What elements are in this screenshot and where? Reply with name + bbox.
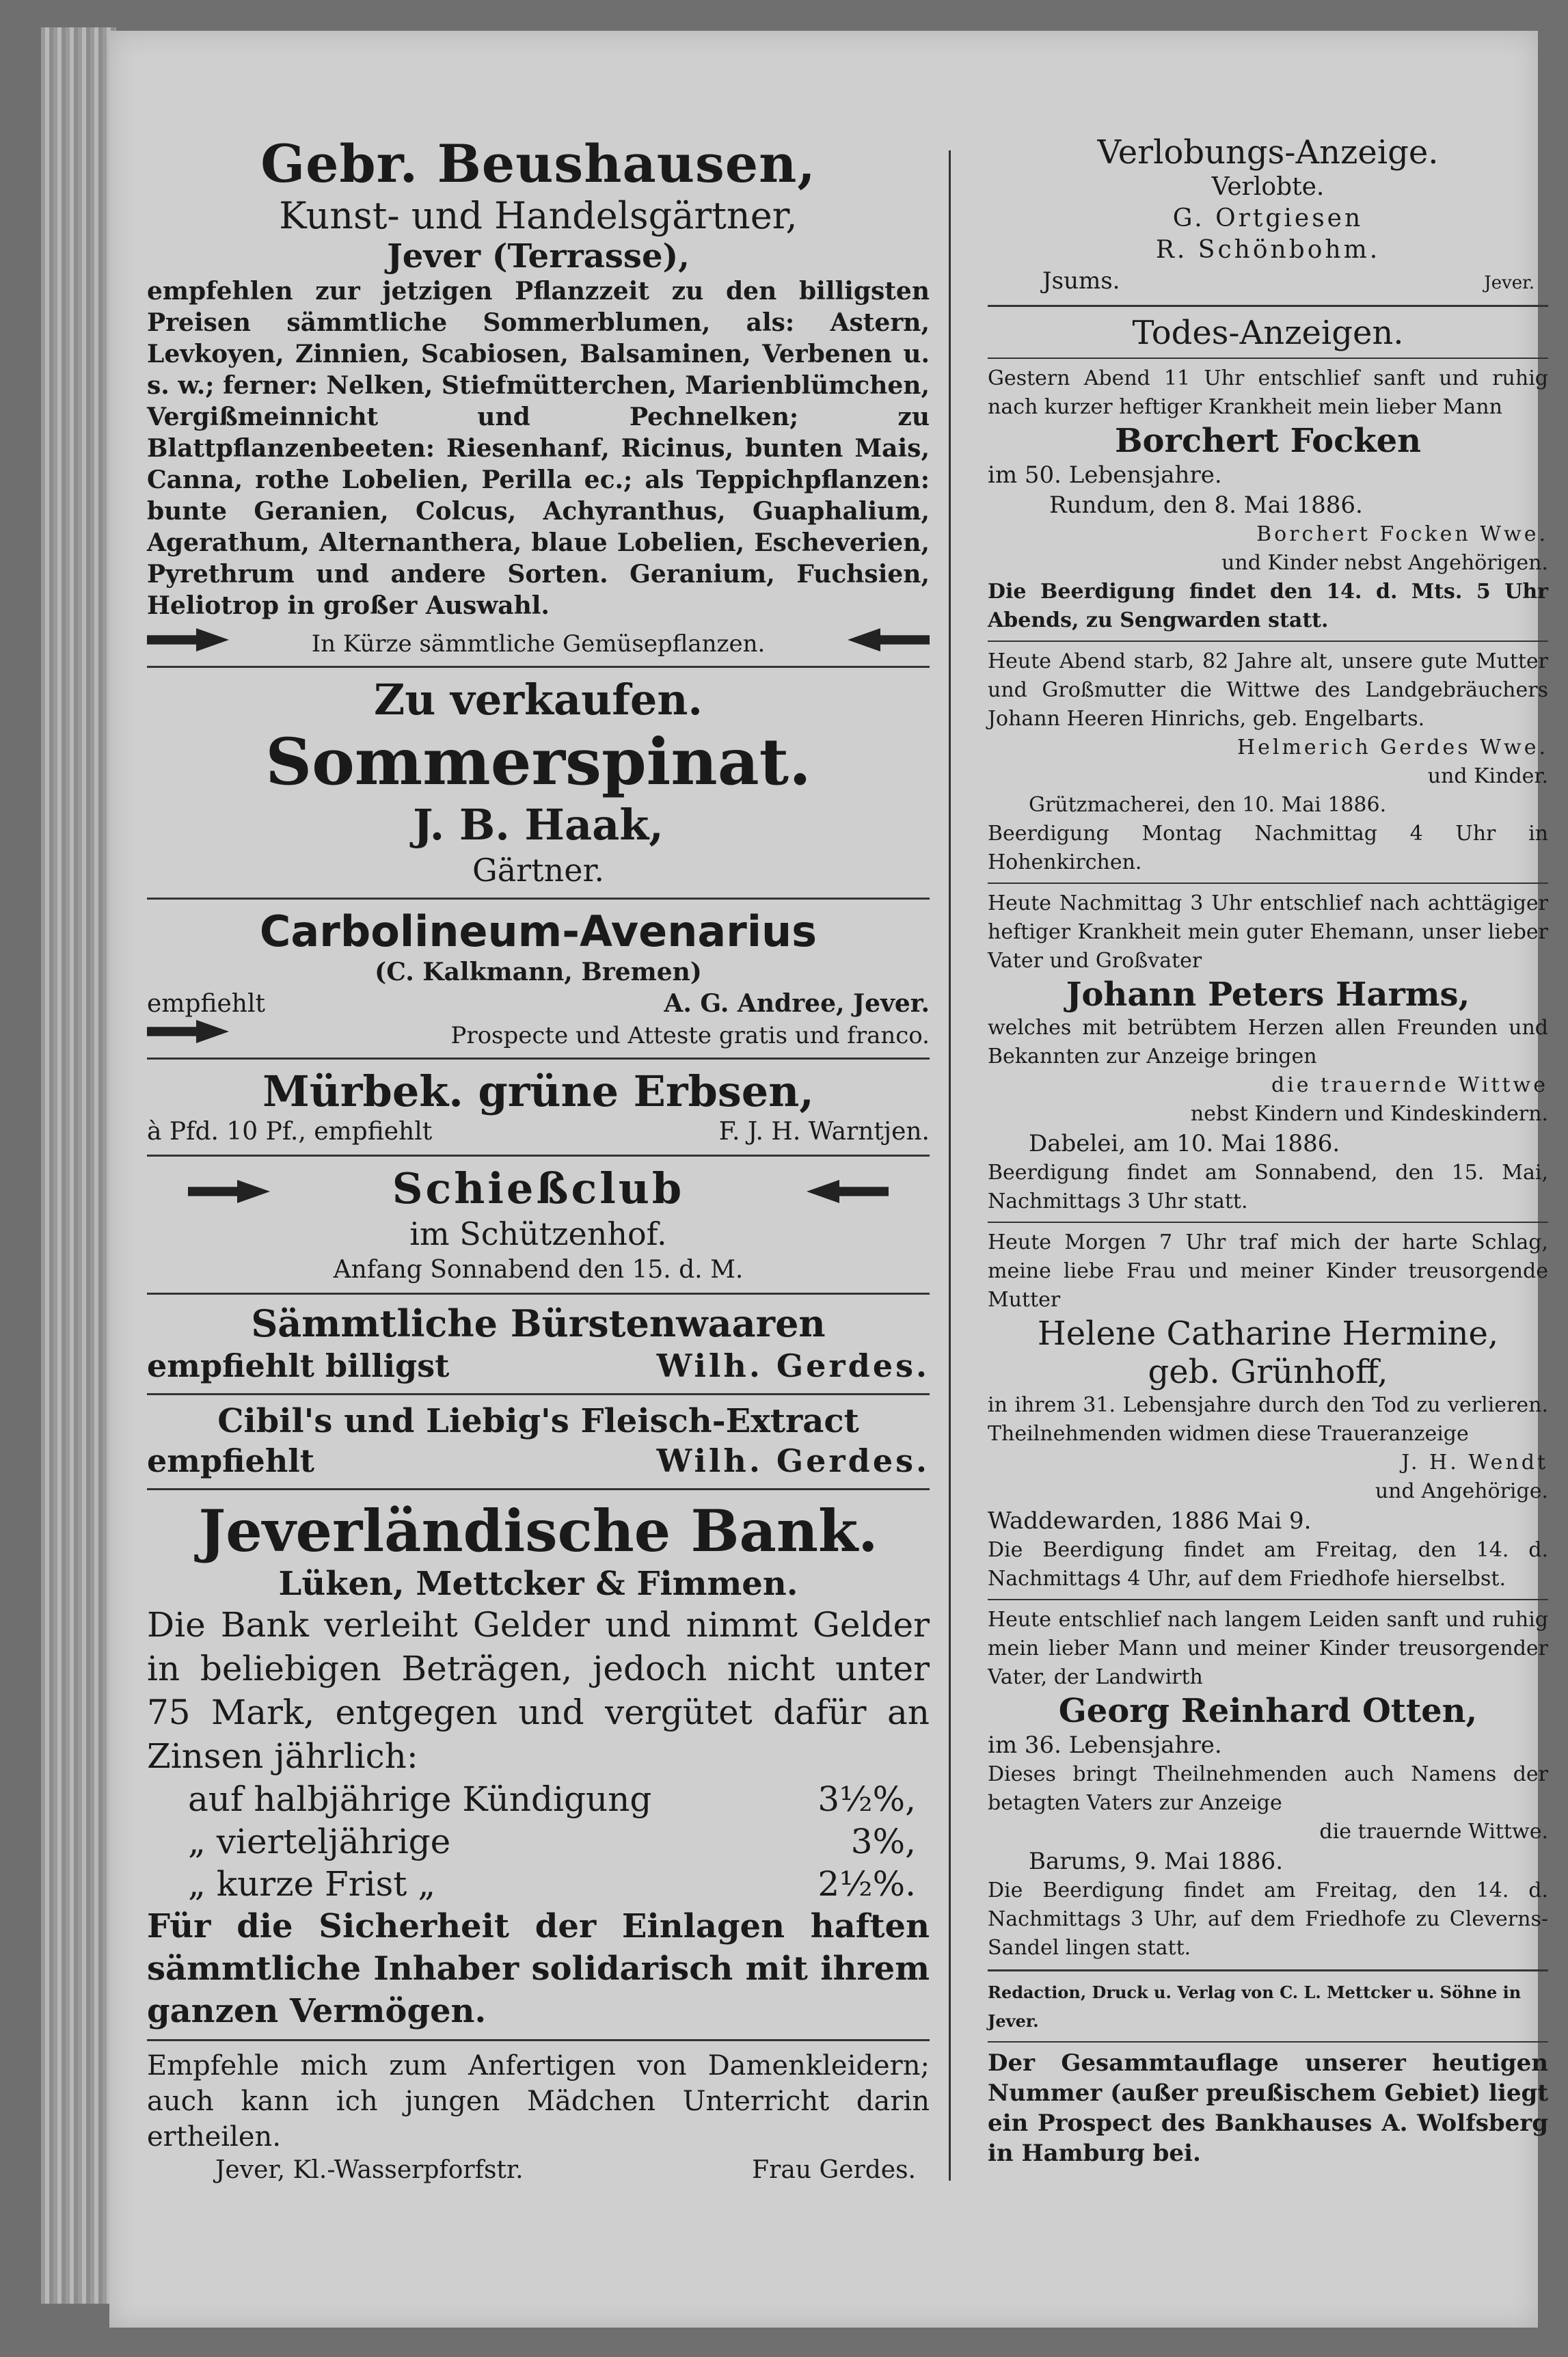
notice-right: Jever. <box>1484 273 1535 293</box>
ad-left: Jever, Kl.-Wasserpforfstr. <box>215 2156 524 2184</box>
death-notice-focken <box>988 364 1548 635</box>
divider-rule <box>988 1222 1548 1223</box>
divider-rule <box>988 641 1548 642</box>
ad-right: Frau Gerdes. <box>752 2156 916 2184</box>
ad-title: Jeverländische Bank. <box>198 1497 878 1565</box>
ad-right: A. G. Andree, Jever. <box>664 989 930 1018</box>
ad-line: Anfang Sonnabend den 15. d. M. <box>333 1256 744 1284</box>
ad-body: Die Bank verleiht Gelder und nimmt Gelder in beliebigen Beträgen, jedoch nicht unter 75 Mark, entgegen und vergütet dafür an Zinsen jährlich: <box>147 1605 930 1776</box>
divider-rule <box>147 1293 930 1295</box>
ad-row <box>147 1345 930 1386</box>
rate-row <box>147 1778 930 1820</box>
notice-sign: und Kinder. <box>1427 764 1548 788</box>
notice-line: Verlobte. <box>1211 173 1325 201</box>
pointing-hand-icon <box>188 1180 270 1203</box>
ad-sub: Lüken, Mettcker & Fimmen. <box>278 1565 798 1603</box>
notice-name: Georg Reinhard Otten, <box>1058 1692 1478 1730</box>
ad-row <box>147 1116 930 1148</box>
ad-erbsen <box>147 1066 930 1148</box>
column-divider <box>949 150 951 2181</box>
notice-sign: die trauernde Wittwe. <box>1319 1820 1548 1844</box>
rate-value: 3½%, <box>817 1779 916 1819</box>
ad-title-row <box>147 1163 930 1213</box>
notice-funeral: Die Beerdigung findet am Freitag, den 14. d. Nachmittags 4 Uhr, auf dem Friedhofe hierselbst. <box>988 1538 1548 1591</box>
notice-funeral: Beerdigung Montag Nachmittag 4 Uhr in Hohenkirchen. <box>988 822 1548 874</box>
notice-sign: Borchert Focken Wwe. <box>1256 522 1548 546</box>
rate-value: 2½%. <box>817 1864 916 1904</box>
ad-fleisch-extract <box>147 1402 930 1481</box>
pointing-hand-icon <box>807 1180 889 1203</box>
ad-schiessclub <box>147 1163 930 1286</box>
rate-row <box>147 1820 930 1863</box>
supplement-notice: Der Gesammtauflage unserer heutigen Nummer (außer preußischem Gebiet) liegt ein Prospect des Bankhauses A. Wolfsberg in Hamburg bei. <box>988 2049 1548 2167</box>
divider-rule <box>988 358 1548 359</box>
divider-rule <box>988 1969 1548 1971</box>
ad-carbolineum <box>147 906 930 1051</box>
death-notices-title: Todes-Anzeigen. <box>1132 314 1404 352</box>
death-notice-wendt <box>988 1228 1548 1593</box>
ad-line: im Schützenhof. <box>409 1215 667 1252</box>
notice-sign: die trauernde Wittwe <box>1271 1073 1548 1097</box>
ad-title: Mürbek. grüne Erbsen, <box>262 1066 814 1116</box>
death-notice-harms <box>988 889 1548 1216</box>
engagement-notice <box>988 133 1548 298</box>
notice-body: Heute Nachmittag 3 Uhr entschlief nach achttägiger heftiger Krankheit mein guter Ehemann, unser lieber Vater und Großvater <box>988 891 1548 973</box>
ad-body: empfehlen zur jetzigen Pflanzzeit zu den billigsten Preisen sämmtliche Sommerblumen, als: Astern, Levkoyen, Zinnien, Scabiosen, Balsaminen, Verbenen u. s. w.; ferner: Nelken, Stiefmütterchen, Marienblümchen, Vergißmeinnicht und Pechnelken; zu Blattpflanzenbeeten: Riesenhanf, Ricinus, bunten Mais, Canna, rothe Lobelien, Perilla ec.; als Teppichpflanzen: bunte Geranien, Colcus, Achyranthus, Guaphalium, Agerathum, Alternanthera, blaue Lobelien, Escheverien, Pyrethrum und andere Sorten. Geranium, Fuchsien, Heliotrop in großer Auswahl. <box>147 277 930 620</box>
ad-note-row <box>147 1020 930 1051</box>
ad-right: F. J. H. Warntjen. <box>718 1118 930 1146</box>
notice-line: Grützmacherei, den 10. Mai 1886. <box>1029 793 1387 817</box>
divider-rule <box>147 898 930 900</box>
notice-body: welches mit betrübtem Herzen allen Freunden und Bekannten zur Anzeige bringen <box>988 1016 1548 1068</box>
notice-funeral: Die Beerdigung findet den 14. d. Mts. 5 Uhr Abends, zu Sengwarden statt. <box>988 580 1548 632</box>
ad-title: Sämmtliche Bürstenwaaren <box>251 1302 826 1345</box>
notice-line: im 36. Lebensjahre. <box>988 1732 1222 1759</box>
notice-line: Waddewarden, 1886 Mai 9. <box>988 1507 1312 1535</box>
ad-title: Gebr. Beushausen, <box>260 133 816 194</box>
ad-subtitle: Kunst- und Handelsgärtner, <box>279 194 798 237</box>
notice-sign: nebst Kindern und Kindeskindern. <box>1190 1102 1548 1126</box>
notice-row <box>988 266 1548 298</box>
notice-left: Jsums. <box>1042 267 1120 295</box>
notice-name: Johann Peters Harms, <box>1066 975 1470 1014</box>
notice-sign: und Angehörige. <box>1375 1479 1548 1503</box>
notice-line: Rundum, den 8. Mai 1886. <box>1049 491 1363 519</box>
ad-beushausen <box>147 133 930 659</box>
notice-funeral: Beerdigung findet am Sonnabend, den 15. Mai, Nachmittags 3 Uhr statt. <box>988 1161 1548 1213</box>
divider-rule <box>147 1488 930 1490</box>
right-column <box>988 133 1548 2168</box>
notice-title: Verlobungs-Anzeige. <box>1097 133 1439 172</box>
notice-name: Borchert Focken <box>1114 422 1422 460</box>
notice-sign: Helmerich Gerdes Wwe. <box>1236 736 1548 759</box>
ad-body: Empfehle mich zum Anfertigen von Damenkleidern; auch kann ich jungen Mädchen Unterricht darin ertheilen. <box>147 2050 930 2153</box>
pointing-hand-icon <box>147 1020 229 1043</box>
notice-name: geb. Grünhoff, <box>1148 1353 1388 1391</box>
pointing-hand-icon <box>147 628 229 651</box>
divider-rule <box>147 666 930 668</box>
ad-sub: (C. Kalkmann, Bremen) <box>375 958 702 986</box>
ad-gerdes <box>147 2048 930 2186</box>
ad-title: Cibil's und Liebig's Fleisch-Extract <box>217 1402 859 1440</box>
notice-line: G. Ortgiesen <box>1172 204 1364 232</box>
ad-note: Prospecte und Atteste gratis und franco. <box>450 1022 930 1049</box>
ad-place: Jever (Terrasse), <box>387 237 690 275</box>
divider-rule <box>988 883 1548 884</box>
ad-title: Carbolineum-Avenarius <box>259 906 817 956</box>
ad-title: Sommerspinat. <box>265 725 811 800</box>
divider-rule <box>988 1599 1548 1600</box>
rate-label: auf halbjährige Kündigung <box>188 1779 652 1819</box>
notice-line: Barums, 9. Mai 1886. <box>1029 1848 1284 1875</box>
divider-rule <box>988 2041 1548 2043</box>
ad-role: Gärtner. <box>472 852 605 889</box>
ad-title: Schießclub <box>392 1163 685 1213</box>
ad-row <box>147 988 930 1020</box>
pointing-hand-icon <box>848 628 930 651</box>
notice-body: Gestern Abend 11 Uhr entschlief sanft und ruhig nach kurzer heftiger Krankheit mein lieber Mann <box>988 366 1548 419</box>
notice-line: R. Schönbohm. <box>1155 236 1381 264</box>
book-edge <box>41 27 116 2304</box>
ad-left: empfiehlt <box>147 1442 314 1479</box>
ad-buersten <box>147 1302 930 1386</box>
ad-left: empfiehlt billigst <box>147 1347 450 1384</box>
rate-label: „ kurze Frist „ <box>188 1864 436 1904</box>
notice-body: in ihrem 31. Lebensjahre durch den Tod zu verlieren. Theilnehmenden widmen diese Traueranzeige <box>988 1393 1548 1446</box>
notice-sign: und Kinder nebst Angehörigen. <box>1221 551 1548 575</box>
rate-row <box>147 1863 930 1905</box>
divider-rule <box>147 1393 930 1395</box>
notice-body: Heute entschlief nach langem Leiden sanft und ruhig mein lieber Mann und meiner Kinder treusorgender Vater, der Landwirth <box>988 1608 1548 1689</box>
ad-footer: Für die Sicherheit der Einlagen haften sämmtliche Inhaber solidarisch mit ihrem ganzen Vermögen. <box>147 1907 930 2030</box>
ad-left: à Pfd. 10 Pf., empfiehlt <box>147 1118 433 1146</box>
divider-rule <box>988 305 1548 307</box>
ad-note: In Kürze sämmtliche Gemüsepflanzen. <box>311 630 766 658</box>
ad-left: empfiehlt <box>147 990 265 1018</box>
ad-note-row <box>147 628 930 659</box>
rate-label: „ vierteljährige <box>188 1822 451 1861</box>
notice-line: im 50. Lebensjahre. <box>988 461 1222 489</box>
notice-body: Heute Abend starb, 82 Jahre alt, unsere gute Mutter und Großmutter die Wittwe des Landgebräuchers Johann Heeren Hinrichs, geb. Engelbarts. <box>988 649 1548 731</box>
notice-line: Dabelei, am 10. Mai 1886. <box>1029 1130 1340 1157</box>
divider-rule <box>147 1058 930 1060</box>
ad-name: J. B. Haak, <box>413 800 664 850</box>
ad-bank <box>147 1497 930 2032</box>
left-column <box>147 133 930 2186</box>
ad-right: Wilh. Gerdes. <box>656 1442 930 1479</box>
ad-heading: Zu verkaufen. <box>373 675 703 725</box>
divider-rule <box>147 1155 930 1157</box>
ad-row <box>147 2155 930 2186</box>
notice-body: Dieses bringt Theilnehmenden auch Namens der betagten Vaters zur Anzeige <box>988 1762 1548 1815</box>
death-notice-hinrichs <box>988 647 1548 877</box>
ad-right: Wilh. Gerdes. <box>656 1347 930 1384</box>
death-notice-otten <box>988 1606 1548 1963</box>
notice-sign: J. H. Wendt <box>1401 1451 1548 1474</box>
notice-funeral: Die Beerdigung findet am Freitag, den 14. d. Nachmittags 3 Uhr, auf dem Friedhofe zu Cleverns-Sandel lingen statt. <box>988 1878 1548 1960</box>
ad-row <box>147 1440 930 1481</box>
notice-name: Helene Catharine Hermine, <box>1037 1315 1499 1353</box>
ad-haak <box>147 675 930 891</box>
notice-body: Heute Morgen 7 Uhr traf mich der harte Schlag, meine liebe Frau und meiner Kinder treusorgende Mutter <box>988 1230 1548 1312</box>
rate-value: 3%, <box>850 1822 916 1861</box>
imprint: Redaction, Druck u. Verlag von C. L. Mettcker u. Söhne in Jever. <box>988 1982 1522 2031</box>
divider-rule <box>147 2039 930 2041</box>
